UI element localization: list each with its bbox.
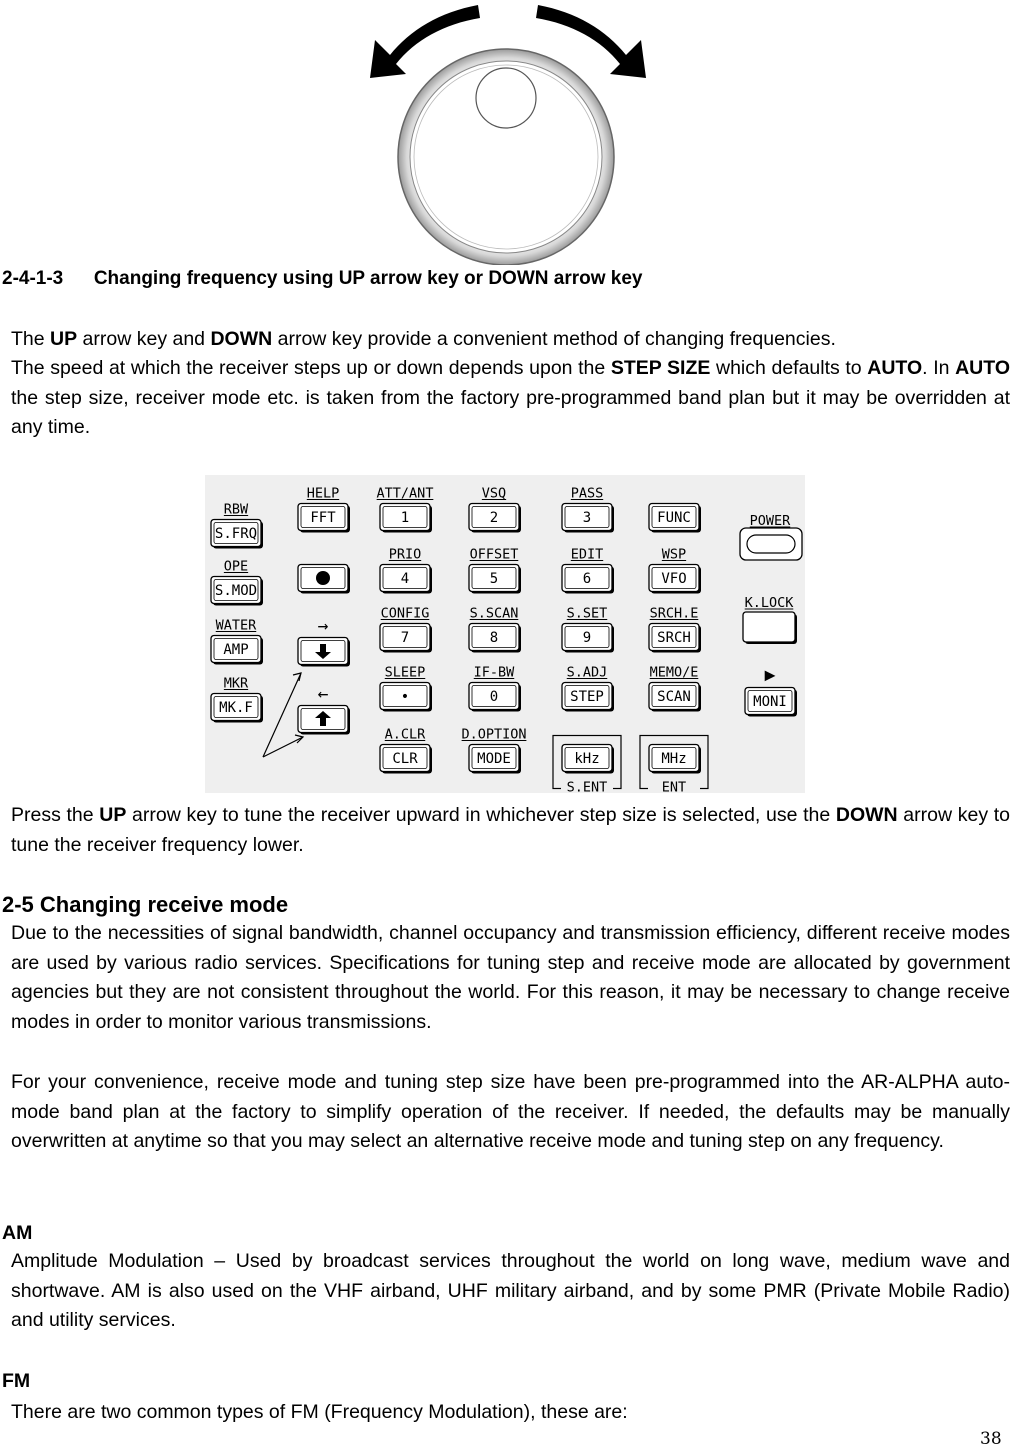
key-mode-4-4[interactable]: [461, 727, 526, 774]
key-label: 3: [582, 510, 592, 526]
am-heading: AM: [2, 1222, 33, 1244]
key-amp-1-2[interactable]: [211, 618, 263, 665]
key-shift-label: VSQ: [481, 485, 507, 502]
key-shift-label: MEMO/E: [649, 664, 699, 681]
key-shift-label: CONFIG: [380, 605, 430, 622]
key-shift-label: HELP: [306, 485, 340, 502]
key-8-4-2[interactable]: [469, 606, 521, 653]
tuning-dial-illustration: [360, 0, 652, 265]
key-label: 9: [582, 630, 592, 646]
key-label: 7: [400, 630, 410, 646]
key-clr-3-4[interactable]: [380, 727, 432, 774]
key-label: •: [400, 689, 410, 705]
key-shift-label: WSP: [661, 546, 687, 563]
key-shift-label: PRIO: [388, 546, 422, 563]
fm-heading: FM: [2, 1370, 31, 1392]
key-label: MHz: [661, 751, 687, 767]
key-label: kHz: [574, 751, 600, 767]
key-label: MODE: [477, 751, 511, 767]
key-label: 5: [489, 571, 499, 587]
section-heading-2-4-1-3: [2, 267, 642, 291]
section-heading-2-5: 2-5 Changing receive mode: [2, 892, 289, 917]
key-label: 8: [489, 630, 499, 646]
dial-finger-dimple: [476, 68, 536, 128]
key-7-3-2[interactable]: [380, 606, 432, 653]
key-0-4-3[interactable]: [469, 665, 521, 712]
key-label: S.FRQ: [214, 526, 258, 542]
key-shift-label: PASS: [570, 485, 604, 502]
key-shift-label: K.LOCK: [744, 595, 794, 611]
paragraph-step-size: The speed at which the receiver steps up or down depends upon the STEP SIZE which defaults to AUTO. In AUTO the step size, receiver mode etc. is taken from the factory pre-programmed band plan but it may be overridden at any time.: [11, 357, 1010, 438]
key-step-5-3[interactable]: [562, 665, 614, 712]
key-shift-label: ATT/ANT: [376, 485, 434, 502]
paragraph-fm: There are two common types of FM (Frequency Modulation), these are:: [11, 1401, 628, 1423]
key-srch-6-2[interactable]: [649, 606, 701, 653]
record-dot-icon: [316, 571, 330, 585]
key-k-lock[interactable]: [743, 595, 797, 644]
key-shift-label: EDIT: [570, 546, 604, 563]
key-label: 2: [489, 510, 499, 526]
paragraph-am: Amplitude Modulation – Used by broadcast services throughout the world on long wave, medium wave and shortwave. AM is also used on the VHF airband, UHF military airband, and by some PMR (Private Mobile Radio) and utility services.: [11, 1250, 1010, 1331]
section-number: 2-4-1-3: [2, 268, 64, 289]
key-bottom-label: S.ENT: [566, 779, 608, 793]
key-shift-label: RBW: [223, 501, 249, 518]
key-func-6-0[interactable]: [649, 504, 701, 533]
key-label: 1: [400, 510, 410, 526]
section-title: Changing frequency using UP arrow key or DOWN arrow key: [93, 268, 643, 289]
key-shift-label: S.SCAN: [469, 605, 519, 622]
key-shift-label: D.OPTION: [461, 726, 527, 743]
key-9-5-2[interactable]: [562, 606, 614, 653]
key-shift-label: S.ADJ: [566, 664, 608, 681]
key-shift-label: SRCH.E: [649, 605, 699, 622]
key-shift-label: OPE: [223, 558, 249, 575]
key-label: VFO: [661, 571, 687, 587]
key-shift-label: MKR: [223, 675, 249, 692]
right-arrow-icon: →: [317, 615, 329, 637]
paragraph-up-down-intro: The UP arrow key and DOWN arrow key provide a convenient method of changing frequencies.: [11, 328, 836, 350]
paragraph-convenience: For your convenience, receive mode and tuning step size have been pre-programmed into the AR-ALPHA auto-mode band plan at the factory to simplify operation of the receiver. If needed, the defaults may be manually overwritten at anytime so that you may select an alternative receive mode and tuning step on any frequency.: [11, 1071, 1010, 1152]
key-label: CLR: [392, 751, 418, 767]
key-label: 6: [582, 571, 592, 587]
key-scan-6-3[interactable]: [649, 665, 701, 712]
key-label: FUNC: [657, 510, 691, 526]
key-key-3-3[interactable]: [380, 665, 432, 712]
key-label: 4: [400, 571, 410, 587]
key-shift-label: POWER: [749, 513, 791, 529]
play-triangle-icon: ▶: [764, 664, 776, 686]
key-shift-label: A.CLR: [384, 726, 426, 743]
key-shift-label: SLEEP: [384, 664, 426, 681]
keypad-illustration: [205, 475, 805, 793]
key-shift-label: IF-BW: [473, 664, 515, 681]
key-1-3-0[interactable]: [377, 486, 434, 533]
key-shift-label: S.SET: [566, 605, 608, 622]
key-shift-label: WATER: [215, 617, 257, 634]
key-label: FFT: [310, 510, 336, 526]
key-5-4-1[interactable]: [469, 547, 521, 594]
key-label: MK.F: [219, 700, 253, 716]
key-bottom-label: ENT: [661, 779, 687, 793]
key-label: STEP: [570, 689, 604, 705]
key-label: 0: [489, 689, 499, 705]
key-label: SCAN: [657, 689, 691, 705]
paragraph-receive-modes: Due to the necessities of signal bandwidth, channel occupancy and transmission efficiency, different receive modes are used by various radio services. Specifications for tuning step and receive mode are allocated by government agencies but they are not consistent throughout the world. For this reason, it may be necessary to change receive modes in order to monitor various transmissions.: [11, 922, 1010, 1033]
key-shift-label: OFFSET: [469, 546, 519, 563]
key-key-2-1[interactable]: [298, 565, 350, 594]
key-label: AMP: [223, 642, 249, 658]
paragraph-press-up: Press the UP arrow key to tune the receiver upward in whichever step size is selected, use the DOWN arrow key to tune the receiver frequency lower.: [11, 804, 1010, 856]
page-number: 38: [980, 1429, 1002, 1449]
left-arrow-icon: ←: [317, 683, 329, 705]
key-label: S.MOD: [214, 583, 258, 599]
key-label: MONI: [753, 694, 787, 710]
key-label: SRCH: [657, 630, 691, 646]
